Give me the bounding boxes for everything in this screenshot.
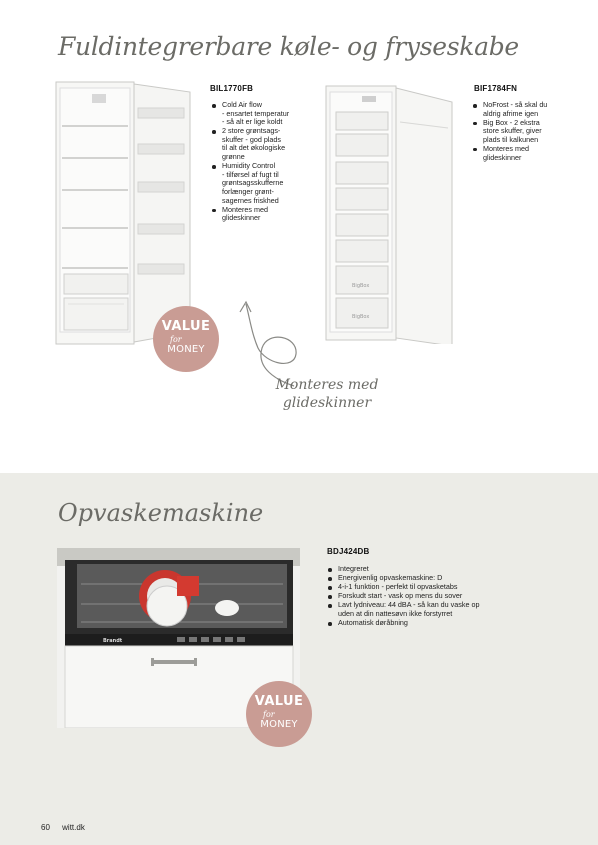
model-name-bil1770fb: BIL1770FB bbox=[210, 84, 254, 93]
feature-item: Monteres med glideskinner bbox=[212, 206, 312, 223]
feature-item: Humidity Control - tilførsel af fugt til grøntsagsskufferne forlænger grønt- sagernes friskhed bbox=[212, 162, 312, 205]
feature-item: Automatisk døråbning bbox=[328, 619, 528, 628]
site-name: witt.dk bbox=[62, 823, 85, 832]
feature-item: Forskudt start - vask op mens du sover bbox=[328, 592, 528, 601]
feature-item: Integreret bbox=[328, 565, 528, 574]
mounting-note bbox=[272, 376, 382, 412]
model-name-bif1784fn: BIF1784FN bbox=[474, 84, 518, 93]
curved-arrow-icon bbox=[236, 290, 326, 390]
page-number: 60 bbox=[41, 823, 50, 832]
freezer-image-bif1784fn bbox=[324, 82, 456, 344]
feature-item: 4-i-1 funktion - perfekt til opvasketabs bbox=[328, 583, 528, 592]
feature-item: Lavt lydniveau: 44 dBA - så kan du vaske op uden at din nattesøvn ikke forstyrret bbox=[328, 601, 528, 618]
mounting-note-line1: Monteres med bbox=[275, 377, 379, 393]
feature-item: Monteres med glideskinner bbox=[473, 145, 568, 162]
brand-label: Brandt bbox=[103, 638, 123, 644]
feature-list-bil1770fb bbox=[212, 101, 312, 223]
feature-item: Energivenlig opvaskemaskine: D bbox=[328, 574, 528, 583]
section-title-dishwasher: Opvaskemaskine bbox=[58, 499, 264, 527]
feature-list-bif1784fn bbox=[473, 101, 568, 163]
value-for-money-badge-1 bbox=[153, 306, 219, 372]
fridge-image-bil1770fb bbox=[54, 78, 198, 346]
bigbox-label-1: BigBox bbox=[352, 283, 370, 289]
section-title-fridges: Fuldintegrerbare køle- og fryseskabe bbox=[58, 32, 519, 61]
model-name-bdj424db: BDJ424DB bbox=[327, 547, 370, 556]
feature-item: 2 store grøntsags- skuffer - god plads til alt det økologiske grønne bbox=[212, 127, 312, 161]
page-footer bbox=[41, 823, 95, 832]
feature-list-bdj424db bbox=[328, 565, 528, 628]
badge-value-text: VALUE bbox=[254, 694, 304, 709]
badge-value-text: VALUE bbox=[161, 319, 211, 334]
badge-for-text: for bbox=[263, 710, 275, 719]
mounting-note-line2: glideskinner bbox=[282, 395, 372, 411]
bigbox-label-2: BigBox bbox=[352, 314, 370, 320]
feature-item: Big Box - 2 ekstra store skuffer, giver plads til kalkunen bbox=[473, 119, 568, 145]
badge-money-text: MONEY bbox=[260, 719, 298, 730]
feature-item: Cold Air flow - ensartet temperatur - så alt er lige koldt bbox=[212, 101, 312, 127]
badge-money-text: MONEY bbox=[167, 344, 205, 355]
badge-for-text: for bbox=[170, 335, 182, 344]
feature-item: NoFrost - så skal du aldrig afrime igen bbox=[473, 101, 568, 118]
value-for-money-badge-2 bbox=[246, 681, 312, 747]
